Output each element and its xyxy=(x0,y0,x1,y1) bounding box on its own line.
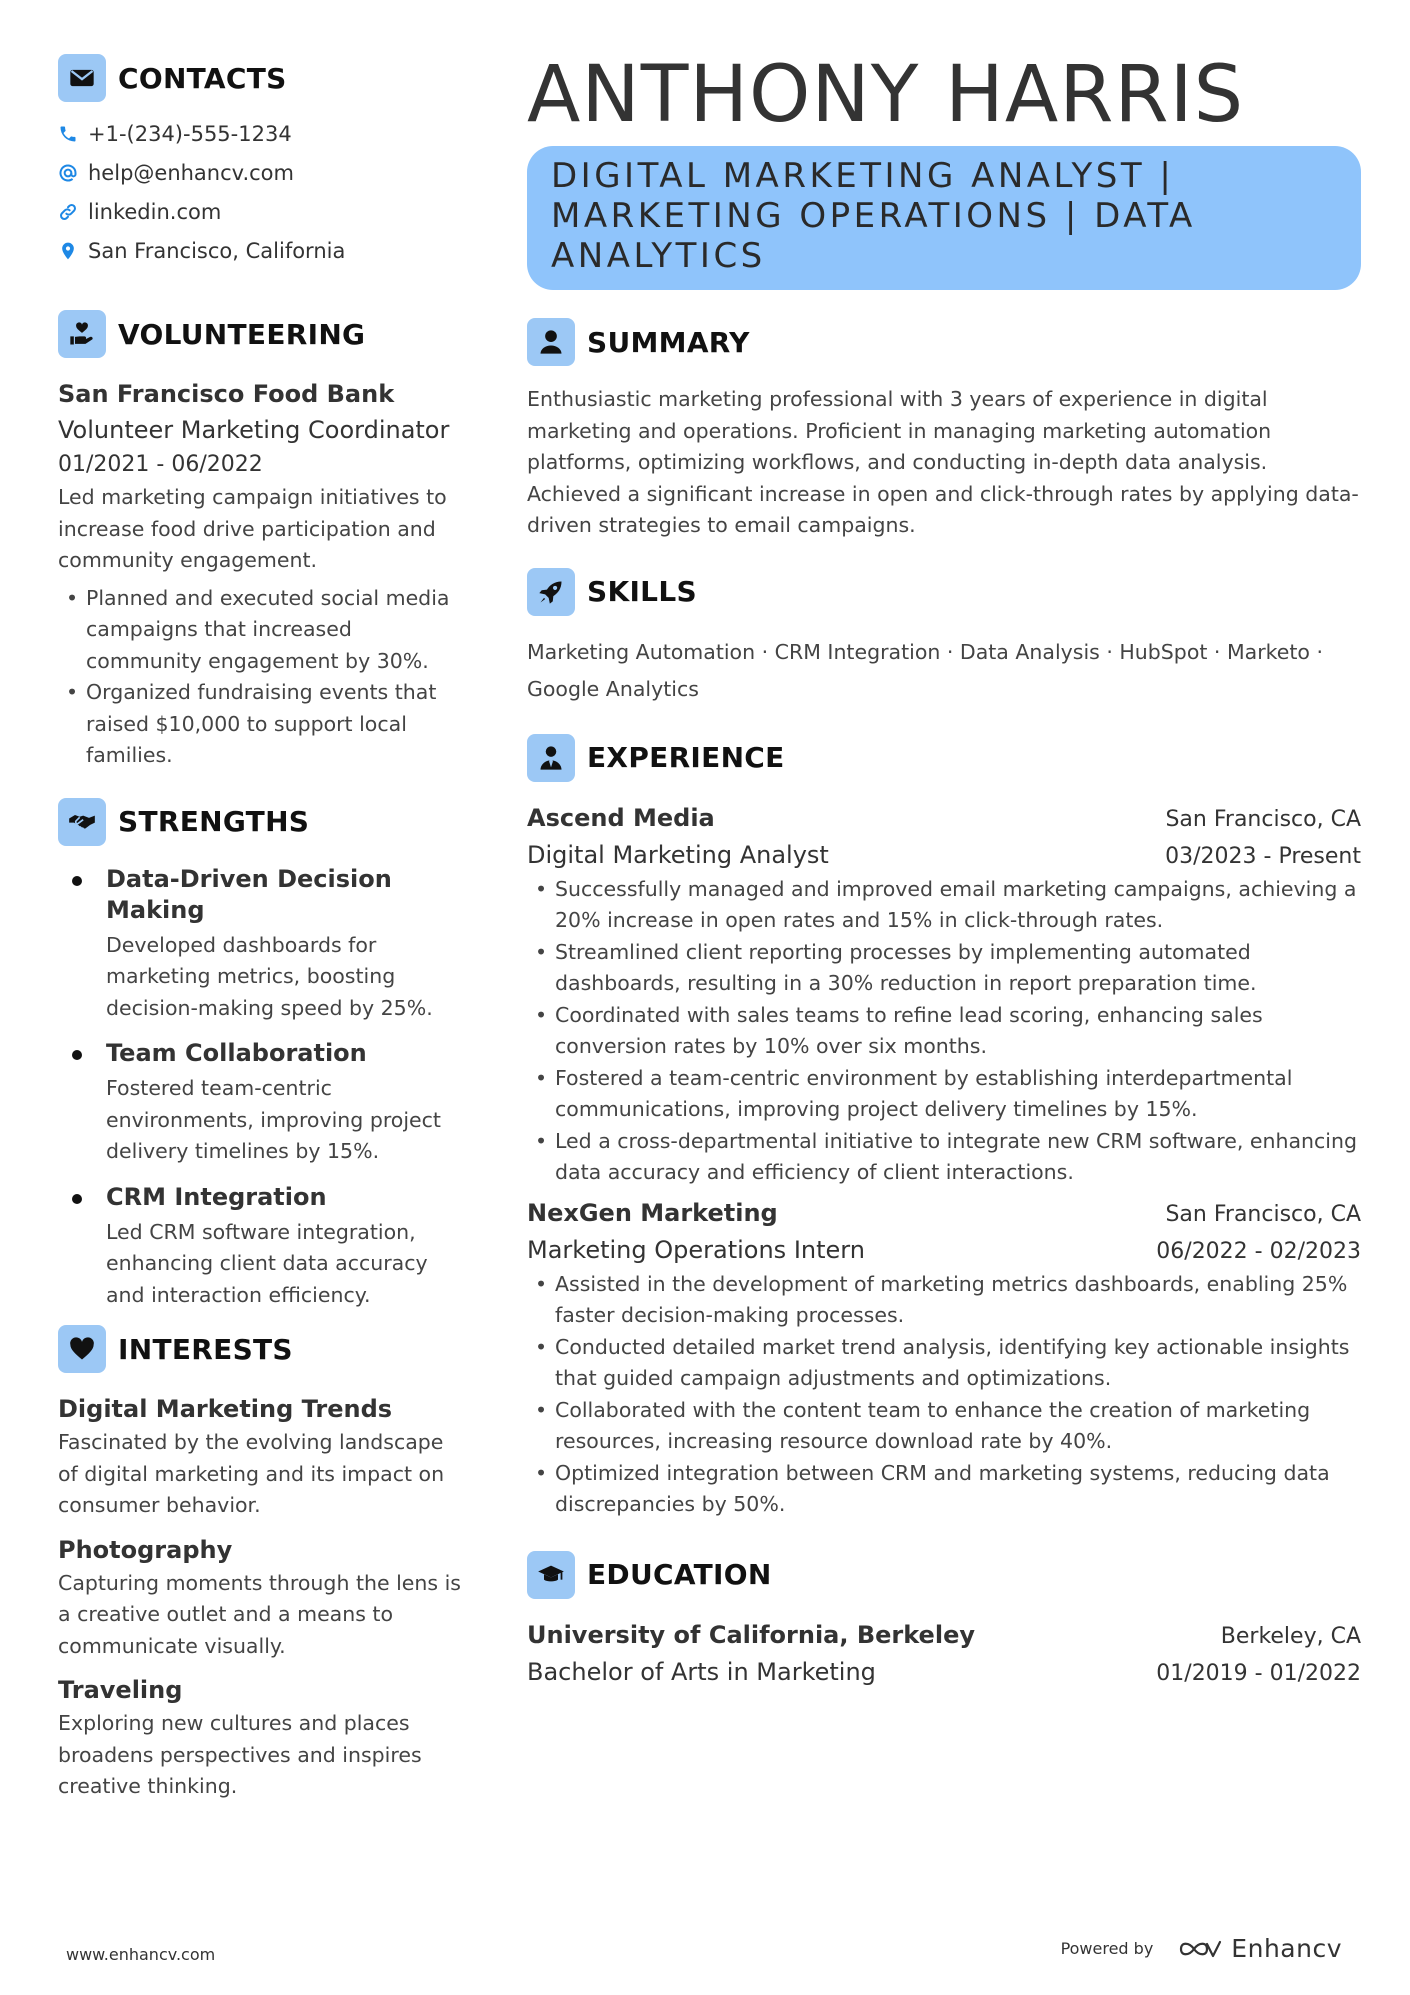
strength-title: Data-Driven Decision Making xyxy=(106,864,392,924)
list-item: • Conducted detailed market trend analysis, identifying key actionable insights that guided campaign adjustments and optimizations. xyxy=(527,1332,1361,1395)
headline-line: DIGITAL MARKETING ANALYST | xyxy=(551,156,1175,196)
list-item: • Organized fundraising events that raised $10,000 to support local families. xyxy=(58,677,468,772)
job-location: San Francisco, CA xyxy=(1165,1201,1361,1227)
list-item: • Optimized integration between CRM and marketing systems, reducing data discrepancies by 50%. xyxy=(527,1458,1361,1521)
volunteer-dates: 01/2021 - 06/2022 xyxy=(58,452,263,477)
job-dates: 03/2023 - Present xyxy=(1165,843,1361,869)
contacts-header xyxy=(58,54,468,102)
job-row-company xyxy=(527,1195,1361,1233)
job-company: Ascend Media xyxy=(527,803,715,832)
skills-line: Google Analytics xyxy=(527,676,699,701)
interest-description: Capturing moments through the lens is a creative outlet and a means to communicate visually. xyxy=(58,1570,461,1658)
envelope-icon xyxy=(58,54,106,102)
list-item: • Led a cross-departmental initiative to integrate new CRM software, enhancing data accuracy and efficiency of client interactions. xyxy=(527,1126,1361,1189)
skills-section xyxy=(527,568,1361,708)
strength-title: Team Collaboration xyxy=(106,1039,367,1067)
interests-header xyxy=(58,1325,468,1373)
strength-description: Developed dashboards for marketing metrics, boosting decision-making speed by 25%. xyxy=(106,932,433,1020)
skills-line: Marketing Automation · CRM Integration · Data Analysis · HubSpot · Marketo · xyxy=(527,639,1323,664)
interests-section xyxy=(58,1325,468,1803)
right-column xyxy=(527,50,1361,1691)
contacts-section xyxy=(58,54,468,270)
summary-text: Enthusiastic marketing professional with 3 years of experience in digital marketing and operations. Proficient in managing marketing automation platforms, optimizing workflows, and conducting in-depth data analysis. Achieved a significant increase in open and click-through rates by applying data-driven strategies to email campaigns. xyxy=(527,387,1359,537)
summary-header xyxy=(527,318,1361,366)
section-title: VOLUNTEERING xyxy=(118,317,366,351)
volunteering-section xyxy=(58,310,468,772)
list-item: • Assisted in the development of marketing metrics dashboards, enabling 25% faster decision-making processes. xyxy=(527,1269,1361,1332)
handshake-icon xyxy=(58,798,106,846)
contact-location xyxy=(58,231,468,270)
strength-item xyxy=(58,1182,468,1312)
education-row-school xyxy=(527,1617,1361,1655)
candidate-name: ANTHONY HARRIS xyxy=(527,50,1245,140)
job-company: NexGen Marketing xyxy=(527,1198,778,1227)
job-row-title xyxy=(527,1233,1361,1269)
bullet-dot xyxy=(72,876,82,886)
job-title: Marketing Operations Intern xyxy=(527,1235,865,1264)
list-item: • Streamlined client reporting processes by implementing automated dashboards, resulting in a 30% reduction in report preparation time. xyxy=(527,937,1361,1000)
heart-icon xyxy=(58,1325,106,1373)
section-title: SUMMARY xyxy=(587,325,750,359)
job-title: Digital Marketing Analyst xyxy=(527,840,829,869)
section-title: EDUCATION xyxy=(587,1558,772,1591)
volunteering-header xyxy=(58,310,468,358)
link-icon xyxy=(58,202,78,222)
interest-description: Exploring new cultures and places broadens perspectives and inspires creative thinking. xyxy=(58,1711,422,1798)
headline-line: ANALYTICS xyxy=(551,236,766,276)
bullet-dot xyxy=(72,1194,82,1204)
user-icon xyxy=(527,318,575,366)
at-icon xyxy=(58,163,78,183)
strengths-section xyxy=(58,798,468,1312)
strengths-header xyxy=(58,798,468,846)
rocket-icon xyxy=(527,568,575,616)
interest-title: Photography xyxy=(58,1535,233,1564)
enhancv-logo-icon xyxy=(1177,1936,1223,1962)
list-item: • Fostered a team-centric environment by establishing interdepartmental communications, improving project delivery timelines by 15%. xyxy=(527,1063,1361,1126)
section-title: INTERESTS xyxy=(118,1332,293,1366)
headline-line: MARKETING OPERATIONS | DATA xyxy=(551,196,1196,236)
contact-text: help@enhancv.com xyxy=(88,160,294,185)
interest-title: Digital Marketing Trends xyxy=(58,1395,393,1423)
interest-description: Fascinated by the evolving landscape of digital marketing and its impact on consumer behavior. xyxy=(58,1430,445,1517)
hand-heart-icon xyxy=(58,310,106,358)
list-item: • Successfully managed and improved email marketing campaigns, achieving a 20% increase in open rates and 15% in click-through rates. xyxy=(527,874,1361,937)
contact-text: linkedin.com xyxy=(88,199,222,224)
summary-section xyxy=(527,318,1361,542)
phone-icon xyxy=(58,124,78,144)
volunteer-org: San Francisco Food Bank xyxy=(58,380,395,408)
volunteer-bullets xyxy=(58,583,468,772)
school-location: Berkeley, CA xyxy=(1220,1623,1361,1649)
contact-email[interactable] xyxy=(58,153,468,192)
section-title: EXPERIENCE xyxy=(587,741,785,774)
job-row-company xyxy=(527,800,1361,838)
list-item: • Coordinated with sales teams to refine lead scoring, enhancing sales conversion rates by 10% over six months. xyxy=(527,1000,1361,1063)
graduation-cap-icon xyxy=(527,1551,575,1599)
education-row-degree xyxy=(527,1655,1361,1691)
bullet-dot xyxy=(72,1050,82,1060)
school-name: University of California, Berkeley xyxy=(527,1620,975,1649)
section-title: SKILLS xyxy=(587,575,697,608)
strength-description: Fostered team-centric environments, improving project delivery timelines by 15%. xyxy=(106,1076,441,1163)
list-item: • Planned and executed social media campaigns that increased community engagement by 30%. xyxy=(58,583,468,678)
contact-phone[interactable] xyxy=(58,114,468,153)
volunteer-role: Volunteer Marketing Coordinator xyxy=(58,416,450,444)
headline-box xyxy=(527,146,1361,290)
experience-header xyxy=(527,734,1361,782)
job-entry xyxy=(527,800,1361,1189)
contact-text: San Francisco, California xyxy=(88,238,346,263)
education-section xyxy=(527,1551,1361,1691)
job-dates: 06/2022 - 02/2023 xyxy=(1156,1238,1361,1264)
section-title: STRENGTHS xyxy=(118,805,310,838)
contact-text: +1-(234)-555-1234 xyxy=(88,121,292,146)
strength-item xyxy=(58,1038,468,1168)
section-title: CONTACTS xyxy=(118,61,287,95)
strength-description: Led CRM software integration, enhancing client data accuracy and interaction efficiency. xyxy=(106,1219,428,1307)
left-column xyxy=(58,54,468,1813)
user-tie-icon xyxy=(527,734,575,782)
volunteer-description: Led marketing campaign initiatives to increase food drive participation and community engagement. xyxy=(58,485,447,572)
education-header xyxy=(527,1551,1361,1599)
footer-branding[interactable] xyxy=(1061,1934,1342,1963)
job-bullets xyxy=(527,1269,1361,1521)
skills-header xyxy=(527,568,1361,616)
education-dates: 01/2019 - 01/2022 xyxy=(1156,1660,1361,1686)
brand-name: Enhancv xyxy=(1231,1934,1342,1963)
strength-item xyxy=(58,864,468,1025)
contact-linkedin[interactable] xyxy=(58,192,468,231)
degree: Bachelor of Arts in Marketing xyxy=(527,1657,876,1686)
experience-section xyxy=(527,734,1361,1521)
job-row-title xyxy=(527,838,1361,874)
strength-title: CRM Integration xyxy=(106,1182,327,1211)
job-entry xyxy=(527,1195,1361,1521)
location-pin-icon xyxy=(58,241,78,261)
powered-by-label: Powered by xyxy=(1060,1939,1154,1958)
footer-website[interactable]: www.enhancv.com xyxy=(66,1945,216,1964)
interest-title: Traveling xyxy=(58,1676,183,1704)
job-bullets xyxy=(527,874,1361,1189)
job-location: San Francisco, CA xyxy=(1165,806,1361,832)
list-item: • Collaborated with the content team to enhance the creation of marketing resources, increasing resource download rate by 40%. xyxy=(527,1395,1361,1458)
